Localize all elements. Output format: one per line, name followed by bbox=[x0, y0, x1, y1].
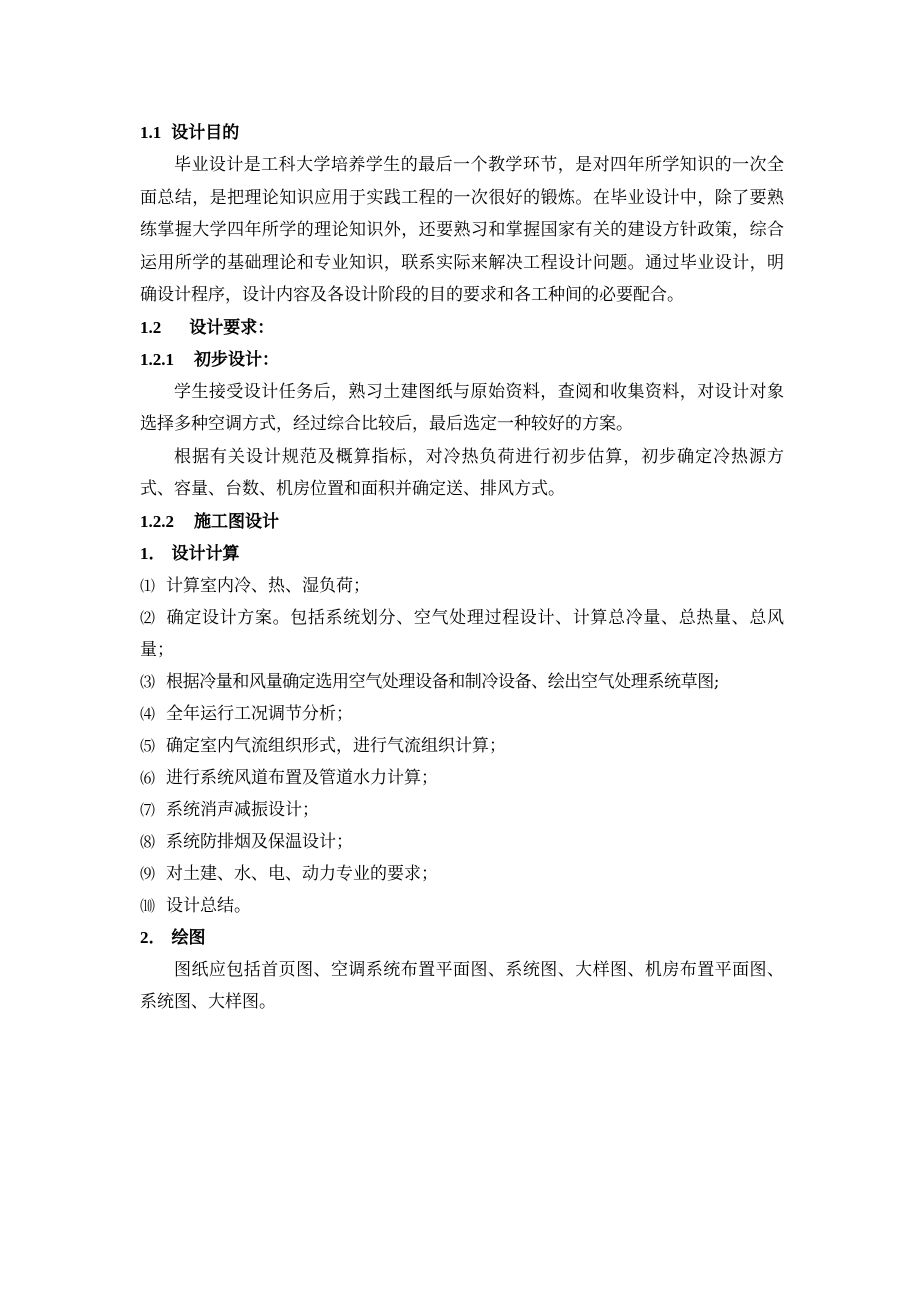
section-1-2-heading bbox=[140, 312, 784, 344]
item-text: 根据冷量和风量确定选用空气处理设备和制冷设备、绘出空气处理系统草图; bbox=[166, 671, 720, 692]
item-marker: ⑺ bbox=[140, 800, 156, 819]
paragraph-design-purpose: 毕业设计是工科大学培养学生的最后一个教学环节，是对四年所学知识的一次全面总结，是把理论知识应用于实践工程的一次很好的锻炼。在毕业设计中，除了要熟练掌握大学四年所学的理论知识外，还要熟习和掌握国家有关的建设方针政策，综合运用所学的基础理论和专业知识，联系实际来解决工程设计问题。通过毕业设计，明确设计程序，设计内容及各设计阶段的目的要求和各工种间的必要配合。 bbox=[140, 155, 784, 305]
list-item bbox=[140, 666, 784, 698]
item-text: 对土建、水、电、动力专业的要求； bbox=[166, 863, 438, 884]
subsection-number: 2． bbox=[140, 927, 166, 947]
paragraph-drawings: 图纸应包括首页图、空调系统布置平面图、系统图、大样图、机房布置平面图、系统图、大样图。 bbox=[140, 959, 784, 1012]
item-marker: ⑻ bbox=[140, 832, 156, 851]
list-item bbox=[140, 794, 784, 826]
subsection-design-calculation bbox=[140, 538, 784, 570]
paragraph-preliminary-2: 根据有关设计规范及概算指标，对冷热负荷进行初步估算，初步确定冷热源方式、容量、台数、机房位置和面积并确定送、排风方式。 bbox=[140, 446, 784, 499]
item-text: 确定室内气流组织形式，进行气流组织计算； bbox=[166, 735, 506, 756]
item-text: 全年运行工况调节分析； bbox=[166, 703, 353, 724]
section-1-1-heading bbox=[140, 117, 784, 149]
item-text: 确定设计方案。包括系统划分、空气处理过程设计、计算总冷量、总热量、总风量； bbox=[140, 607, 784, 660]
list-item bbox=[140, 762, 784, 794]
subsection-drawing bbox=[140, 922, 784, 954]
section-title: 设计目的 bbox=[171, 123, 240, 143]
section-number: 1.2.2 bbox=[140, 511, 174, 531]
item-text: 设计总结。 bbox=[166, 895, 251, 916]
list-item bbox=[140, 730, 784, 762]
item-text: 进行系统风道布置及管道水力计算； bbox=[166, 767, 438, 788]
list-item bbox=[140, 698, 784, 730]
list-item bbox=[140, 602, 784, 666]
subsection-title: 绘图 bbox=[171, 927, 206, 948]
item-marker: ⑸ bbox=[140, 736, 156, 755]
section-number: 1.2 bbox=[140, 317, 162, 337]
item-marker: ⑹ bbox=[140, 768, 156, 787]
item-marker: ⑽ bbox=[140, 896, 156, 915]
item-marker: ⑷ bbox=[140, 704, 156, 723]
paragraph-preliminary-1: 学生接受设计任务后，熟习土建图纸与原始资料，查阅和收集资料，对设计对象选择多种空调方式，经过综合比较后，最后选定一种较好的方案。 bbox=[140, 381, 784, 434]
section-title: 设计要求： bbox=[189, 317, 275, 338]
section-1-2-2-heading bbox=[140, 506, 784, 538]
calculation-list bbox=[140, 570, 784, 922]
item-text: 计算室内冷、热、湿负荷； bbox=[166, 575, 370, 596]
item-marker: ⑶ bbox=[140, 672, 155, 691]
item-marker: ⑴ bbox=[140, 576, 156, 595]
item-text: 系统防排烟及保温设计； bbox=[166, 831, 353, 852]
section-number: 1.2.1 bbox=[140, 349, 174, 369]
section-title: 初步设计： bbox=[194, 349, 279, 370]
list-item bbox=[140, 858, 784, 890]
section-title: 施工图设计 bbox=[194, 511, 279, 532]
item-marker: ⑵ bbox=[140, 608, 156, 627]
item-text: 系统消声减振设计； bbox=[166, 799, 319, 820]
list-item bbox=[140, 570, 784, 602]
subsection-title: 设计计算 bbox=[171, 543, 240, 564]
subsection-number: 1． bbox=[140, 543, 166, 563]
section-1-2-1-heading bbox=[140, 344, 784, 376]
document-page bbox=[140, 117, 784, 1019]
list-item bbox=[140, 890, 784, 922]
section-number: 1.1 bbox=[140, 123, 162, 142]
item-marker: ⑼ bbox=[140, 864, 156, 883]
list-item bbox=[140, 826, 784, 858]
